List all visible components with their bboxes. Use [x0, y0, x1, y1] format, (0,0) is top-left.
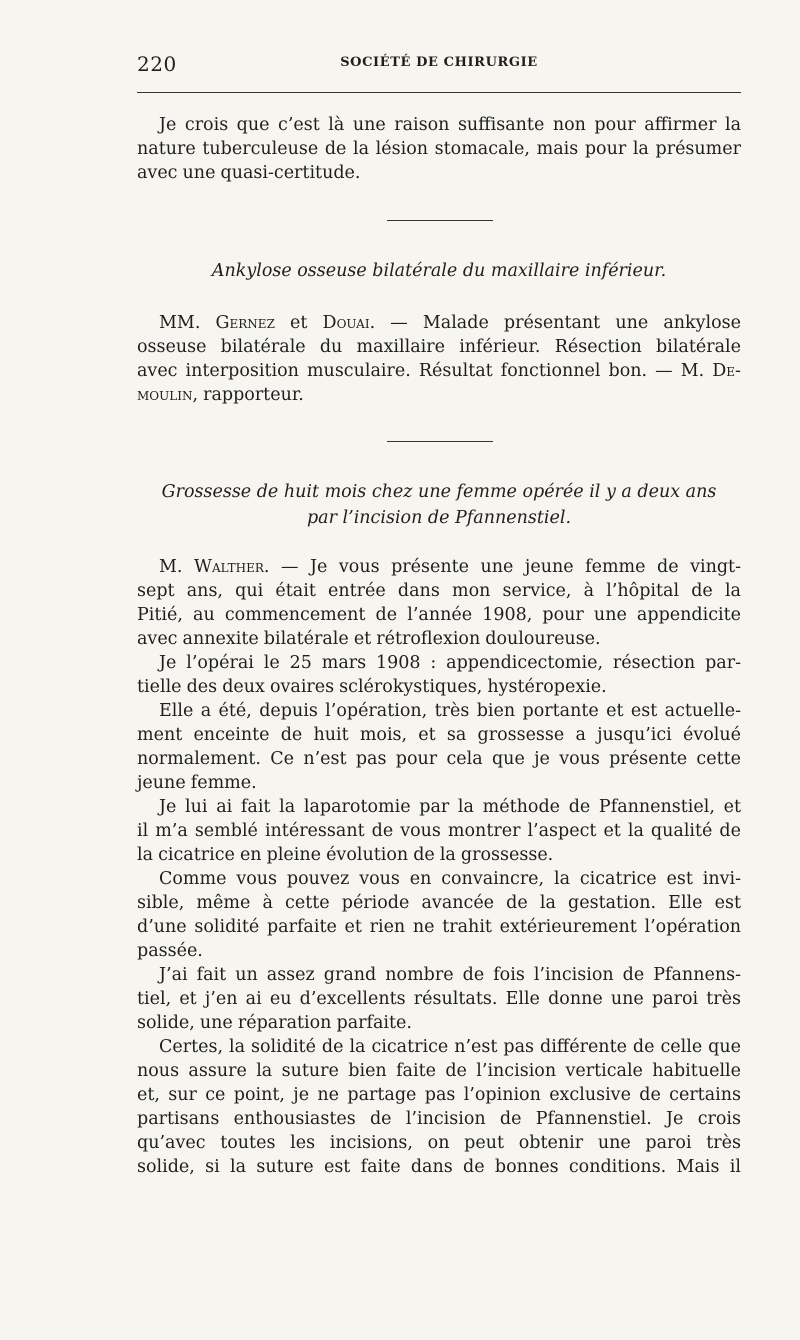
text-line: solide, une réparation parfaite. [137, 1013, 412, 1033]
text-line: passée. [137, 941, 203, 961]
text-line: d’une solidité parfaite et rien ne trahit extérieurement l’opération [137, 917, 741, 937]
page-number: 220 [137, 52, 177, 76]
text-line: il m’a semblé intéressant de vous montrer l’aspect et la qualité de [137, 821, 741, 841]
section-divider [387, 220, 493, 221]
title-line: par l’incision de Pfannenstiel. [306, 508, 572, 528]
title-line: Grossesse de huit mois chez une femme opérée il y a deux ans [161, 482, 717, 502]
section-title-grossesse [137, 479, 741, 531]
text-line: jeune femme. [137, 773, 257, 793]
running-title: SOCIÉTÉ DE CHIRURGIE [340, 55, 538, 70]
text-line: Certes, la solidité de la cicatrice n’est pas différente de celle que [159, 1037, 741, 1057]
text-line [137, 555, 741, 579]
text-line: Pitié, au commencement de l’année 1908, pour une appendicite [137, 605, 741, 625]
text-line: osseuse bilatérale du maxillaire inférieur. Résection bilatérale [137, 337, 741, 357]
text-run: avec interposition musculaire. Résultat fonctionnel bon. — M. [137, 361, 705, 381]
text-line: J’ai fait un assez grand nombre de fois l’incision de Pfannens- [159, 965, 741, 985]
text-line: Je lui ai fait la laparotomie par la méthode de Pfannenstiel, et [159, 797, 741, 817]
text-line: Elle a été, depuis l’opération, très bien portante et est actuelle- [159, 701, 741, 721]
text-line: nature tuberculeuse de la lésion stomacale, mais pour la présumer [137, 139, 741, 159]
section-title-ankylose: Ankylose osseuse bilatérale du maxillaire inférieur. [211, 261, 667, 281]
rapporteur-name-part: moulin [137, 385, 193, 405]
text-line: avec une quasi-certitude. [137, 163, 361, 183]
header-rule [137, 92, 741, 93]
text-run: , rapporteur. [192, 385, 304, 405]
author-name: Douai [322, 313, 370, 333]
text-line: tielle des deux ovaires sclérokystiques, hystéropexie. [137, 677, 607, 697]
text-line: Je crois que c’est là une raison suffisante non pour affirmer la [159, 115, 741, 135]
paragraph-walther [137, 555, 741, 1179]
author-name: Gernez [215, 313, 275, 333]
m-label: M. [159, 557, 183, 577]
conjunction: et [290, 313, 308, 333]
text-line: nous assure la suture bien faite de l’incision verticale habituelle [137, 1061, 741, 1081]
text-line: avec annexite bilatérale et rétroflexion douloureuse. [137, 629, 601, 649]
paragraph-continuation [137, 113, 741, 185]
paragraph-ankylose [137, 311, 741, 407]
rapporteur-name-part: De- [712, 361, 741, 381]
text-line: partisans enthousiastes de l’incision de Pfannenstiel. Je crois [137, 1109, 741, 1129]
text-line [137, 383, 741, 407]
text-line: la cicatrice en pleine évolution de la grossesse. [137, 845, 554, 865]
text-line: sept ans, qui était entrée dans mon service, à l’hôpital de la [137, 581, 741, 601]
section-divider [387, 441, 493, 442]
text-line: ment enceinte de huit mois, et sa grossesse a jusqu’ici évolué [137, 725, 741, 745]
text-line: et, sur ce point, je ne partage pas l’opinion exclusive de certains [137, 1085, 741, 1105]
mm-label: MM. [159, 313, 201, 333]
text-line: Comme vous pouvez vous en convaincre, la cicatrice est invi- [159, 869, 741, 889]
text-line: Je l’opérai le 25 mars 1908 : appendicectomie, résection par- [159, 653, 741, 673]
text-line [137, 359, 741, 383]
text-line: tiel, et j’en ai eu d’excellents résultats. Elle donne une paroi très [137, 989, 741, 1009]
text-line: qu’avec toutes les incisions, on peut obtenir une paroi très [137, 1133, 741, 1153]
text-line: solide, si la suture est faite dans de bonnes conditions. Mais il [137, 1157, 741, 1177]
page-header [137, 52, 741, 74]
text-run: . — Malade présentant une ankylose [369, 313, 741, 333]
author-name: Walther [194, 557, 264, 577]
text-run: . — Je vous présente une jeune femme de vingt- [263, 557, 741, 577]
text-line [137, 311, 741, 335]
text-line: sible, même à cette période avancée de la gestation. Elle est [137, 893, 741, 913]
text-line: normalement. Ce n’est pas pour cela que je vous présente cette [137, 749, 741, 769]
